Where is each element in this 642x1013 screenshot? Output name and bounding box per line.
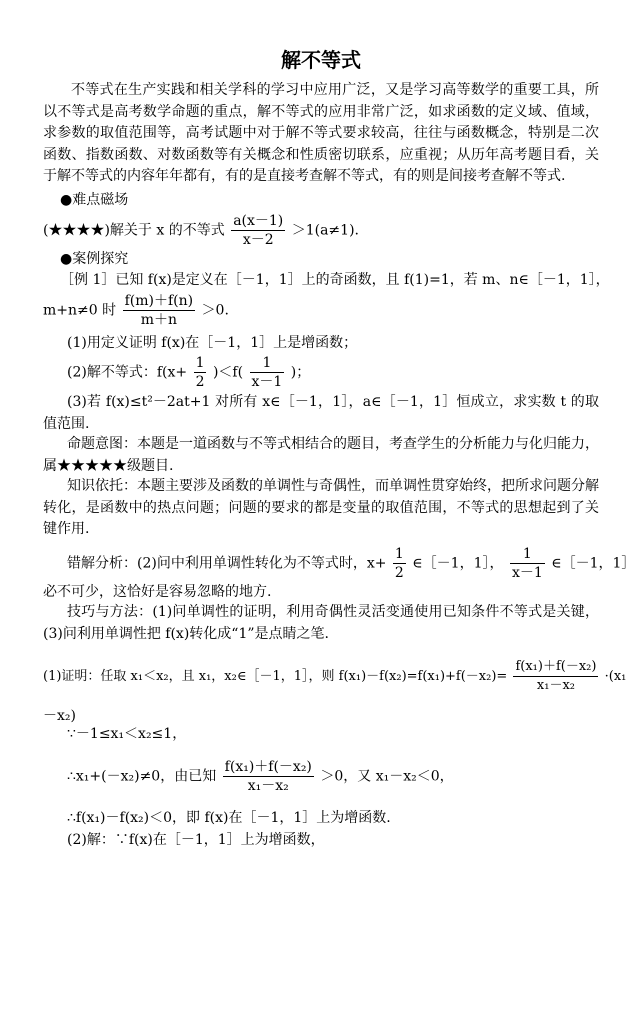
example-line-2 <box>43 292 229 329</box>
proof-step-2: ∵－1≤x₁＜x₂≤1， <box>67 726 187 742</box>
q2-middle: )＜f( <box>212 364 244 381</box>
proof3-suffix: ＞0，又 x₁－x₂＜0， <box>320 768 454 785</box>
example-suffix: ＞0. <box>201 302 229 319</box>
proof3-prefix: ∴x₁+(－x₂)≠0，由已知 <box>67 768 217 785</box>
q2-frac2-numerator: 1 <box>250 354 285 373</box>
error-suffix: ∈［－1，1］ <box>551 555 636 572</box>
q2-frac2-denominator: x－1 <box>251 374 283 390</box>
proof1-numerator: f(x₁)＋f(－x₂) <box>513 658 598 677</box>
problem-suffix: ＞1(a≠1). <box>291 222 359 239</box>
error-middle: ∈［－1，1］， <box>412 555 504 572</box>
knowledge-paragraph: 知识依托：本题主要涉及函数的单调性与奇偶性，而单调性贯穿始终，把所求问题分解转化，是函数中的热点问题；问题的要求的都是变量的取值范围，不等式的思想起到了关键作用. <box>43 478 599 537</box>
problem-numerator: a(x－1) <box>233 213 284 229</box>
example-denominator: m＋n <box>140 312 177 328</box>
proof3-numerator: f(x₁)＋f(－x₂) <box>224 759 312 775</box>
problem-denominator: x－2 <box>242 232 274 248</box>
error-frac1-denominator: 2 <box>394 565 404 581</box>
q2-frac1-numerator: 1 <box>195 355 205 371</box>
q2-frac1-denominator: 2 <box>195 374 205 390</box>
q2-suffix: )； <box>290 364 311 381</box>
proof1-suffix: ·(x₁ <box>604 669 627 684</box>
error-frac2-numerator: 1 <box>510 545 545 564</box>
proof1-fraction <box>513 658 598 695</box>
proof3-denominator: x₁－x₂ <box>247 778 289 794</box>
proof-step-5: (2)解：∵f(x)在［－1，1］上为增函数， <box>67 832 325 848</box>
example-fraction <box>123 292 196 329</box>
error-fraction-2 <box>510 545 545 582</box>
intent-paragraph: 命题意图：本题是一道函数与不等式相结合的题目，考查学生的分析能力与化归能力，属★★★★★级题目. <box>43 436 599 474</box>
section-heading-difficulty: ●难点磁场 <box>60 192 129 208</box>
page-title: 解不等式 <box>281 48 361 72</box>
error-prefix: 错解分析：(2)问中利用单调性转化为不等式时，x+ <box>67 555 387 572</box>
difficulty-problem <box>43 212 359 249</box>
question-2 <box>67 354 310 391</box>
q2-fraction-2 <box>250 354 285 391</box>
proof1-denominator: x₁－x₂ <box>536 678 576 693</box>
proof-step-1 <box>43 658 626 695</box>
proof-step-4: ∴f(x₁)－f(x₂)＜0，即 f(x)在［－1，1］上为增函数. <box>67 810 391 826</box>
proof3-fraction <box>223 758 314 795</box>
intro-paragraph: 不等式在生产实践和相关学科的学习中应用广泛，又是学习高等数学的重要工具，所以不等式是高考数学命题的重点，解不等式的应用非常广泛，如求函数的定义域、值域，求参数的取值范围等，高考试题中对于解不等式要求较高，往往与函数概念，特别是二次函数、指数函数、对数函数等有关概念和性质密切联系，应重视；从历年高考题目看，关于解不等式的内容年年都有，有的是直接考查解不等式，有的则是间接考查解不等式. <box>43 82 599 184</box>
problem-fraction <box>231 212 285 249</box>
technique-paragraph: 技巧与方法：(1)问单调性的证明，利用奇偶性灵活变通使用已知条件不等式是关键，(3)问利用单调性把 f(x)转化成“1”是点睛之笔. <box>43 604 599 642</box>
q2-fraction-1 <box>194 354 207 391</box>
error-analysis-line-1 <box>67 545 635 582</box>
error-fraction-1 <box>393 545 406 582</box>
example-numerator: f(m)＋f(n) <box>124 293 194 309</box>
proof-step-3 <box>67 758 454 795</box>
proof-step-1-continued: －x₂) <box>43 708 76 724</box>
error-analysis-line-2: 必不可少，这恰好是容易忽略的地方. <box>43 584 272 600</box>
q2-prefix: (2)解不等式：f(x+ <box>67 364 188 381</box>
section-heading-examples: ●案例探究 <box>60 251 129 267</box>
example-line-1: ［例 1］已知 f(x)是定义在［－1，1］上的奇函数，且 f(1)=1，若 m、n∈［－1，1］， <box>60 272 610 288</box>
error-frac2-denominator: x－1 <box>511 565 543 581</box>
question-1: (1)用定义证明 f(x)在［－1，1］上是增函数； <box>67 335 358 351</box>
question-3: (3)若 f(x)≤t²－2at+1 对所有 x∈［－1，1］，a∈［－1，1］恒成立，求实数 t 的取值范围. <box>43 394 599 432</box>
error-frac1-numerator: 1 <box>394 546 404 562</box>
proof1-prefix: (1)证明：任取 x₁＜x₂，且 x₁，x₂∈［－1，1］，则 f(x₁)－f(x₂)=f(x₁)+f(－x₂)= <box>43 669 508 684</box>
example-prefix: m+n≠0 时 <box>43 302 117 319</box>
problem-prefix: (★★★★)解关于 x 的不等式 <box>43 222 225 239</box>
